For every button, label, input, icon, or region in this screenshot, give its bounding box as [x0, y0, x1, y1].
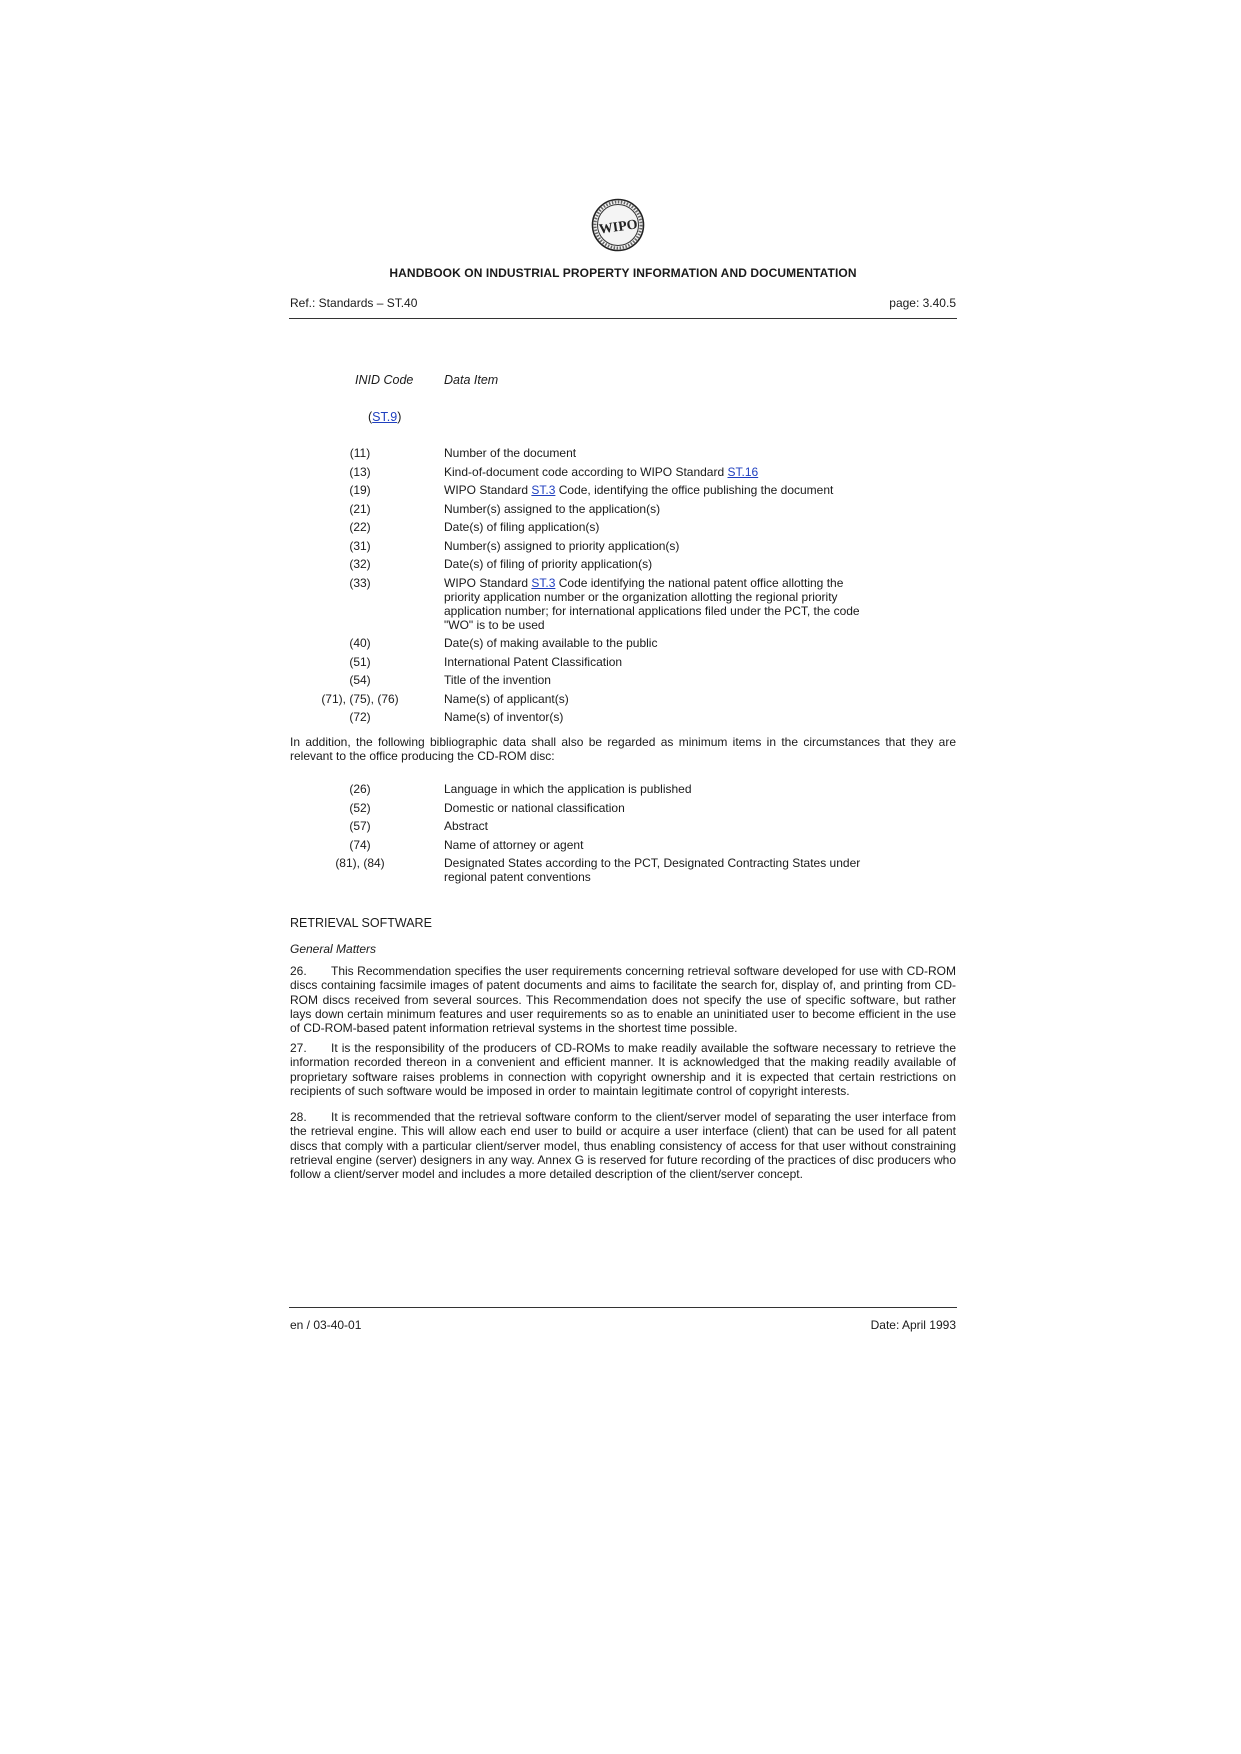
code-row: [290, 655, 956, 669]
col-data-item: Data Item: [444, 373, 499, 387]
data-item-text: Code identifying the national patent office allotting the priority application number or the organization allotting the regional priority application number; for international applications filed under the PCT, the code "WO" is to be used: [444, 575, 860, 632]
section-subheading: General Matters: [290, 942, 377, 956]
code-row: [290, 838, 956, 852]
code-row: [290, 576, 956, 632]
code-row: [290, 673, 956, 687]
code-row: [290, 557, 956, 571]
data-item: Abstract: [444, 819, 489, 833]
footer-doc-code: en / 03-40-01: [290, 1318, 362, 1332]
code-row: [290, 819, 956, 833]
data-item: Date(s) of filing of priority application(s): [444, 557, 653, 571]
data-item-text: Kind-of-document code according to WIPO Standard: [444, 464, 728, 479]
inid-code: (71), (75), (76): [321, 691, 399, 706]
code-row: [290, 483, 956, 497]
code-row: [290, 446, 956, 460]
handbook-title: HANDBOOK ON INDUSTRIAL PROPERTY INFORMATION AND DOCUMENTATION: [389, 266, 857, 280]
code-row: [290, 465, 956, 479]
inid-code: (26): [349, 782, 371, 796]
paragraph-28: [290, 1110, 956, 1181]
header-page-number: page: 3.40.5: [889, 296, 956, 310]
inid-code: (13): [349, 464, 371, 479]
inid-code: (52): [349, 800, 371, 815]
header-divider: [289, 318, 957, 319]
st9-suffix: ): [397, 410, 402, 424]
st9-prefix: (: [368, 410, 373, 424]
paragraph-number: 26.: [290, 964, 307, 978]
standard-link[interactable]: ST.3: [531, 575, 556, 590]
data-item-text: WIPO Standard: [444, 483, 532, 497]
inid-code: (40): [349, 636, 371, 650]
data-item: Date(s) of filing application(s): [444, 520, 600, 534]
data-item: Designated States according to the PCT, Designated Contracting States under regional patent conventions: [444, 856, 861, 884]
code-row: [290, 710, 956, 724]
inid-code: (11): [349, 446, 371, 460]
inid-code: (31): [349, 538, 371, 553]
st9-reference: [368, 410, 401, 424]
logo-text: WIPO: [598, 217, 639, 238]
data-item: Title of the invention: [444, 673, 551, 687]
st9-link[interactable]: ST.9: [372, 410, 398, 424]
data-item: [444, 483, 874, 497]
inid-code: (19): [349, 483, 371, 497]
paragraph-number: 28.: [290, 1110, 307, 1124]
header-ref: Ref.: Standards – ST.40: [290, 296, 418, 310]
inid-code-list: [290, 446, 956, 729]
data-item-text: Code, identifying the office publishing the document: [555, 483, 834, 497]
code-row: [290, 782, 956, 796]
paragraph-26: [290, 964, 956, 1035]
inid-code: (51): [349, 654, 371, 669]
data-item: Date(s) of making available to the public: [444, 636, 658, 650]
data-item: Name of attorney or agent: [444, 837, 584, 852]
data-item: Language in which the application is published: [444, 782, 692, 796]
code-row: [290, 539, 956, 553]
inid-code: (74): [349, 837, 371, 852]
paragraph-27: [290, 1041, 956, 1098]
paragraph-number: 27.: [290, 1041, 307, 1055]
code-row: [290, 801, 956, 815]
code-row: [290, 520, 956, 534]
data-item: [444, 465, 874, 479]
data-item: Domestic or national classification: [444, 800, 625, 815]
inid-code: (33): [349, 575, 371, 590]
paragraph-text: It is the responsibility of the producers of CD-ROMs to make readily available the software necessary to retrieve the information recorded thereon in a convenient and efficient manner. It is acknowledged that the making readily available of proprietary software raises problems in connection with copyright ownership and it is expected that certain restrictions on recipients of such software would be imposed in order to maintain legitimate control of copyright interests.: [290, 1041, 956, 1098]
data-item: [444, 576, 874, 632]
document-page: [290, 0, 956, 1754]
data-item: Number(s) assigned to the application(s): [444, 501, 661, 516]
inid-code: (57): [349, 819, 371, 833]
additional-code-list: [290, 782, 956, 889]
data-item: Name(s) of inventor(s): [444, 710, 564, 724]
code-row: [290, 856, 956, 884]
data-item: Name(s) of applicant(s): [444, 691, 569, 706]
code-row: [290, 692, 956, 706]
code-row: [290, 636, 956, 650]
data-item: Number of the document: [444, 446, 577, 460]
col-inid-code: INID Code: [355, 373, 414, 387]
inid-code: (21): [349, 501, 371, 516]
paragraph-text: It is recommended that the retrieval software conform to the client/server model of separating the user interface from the retrieval engine. This will allow each end user to build or acquire a user interface (client) that can be used for all patent discs that comply with a particular client/server model, thus enabling consistency of access for that user without constraining retrieval engine (server) designers in any way. Annex G is reserved for future recording of the practices of disc producers who follow a client/server model and includes a more detailed description of the client/server concept.: [290, 1110, 956, 1182]
wipo-logo: [591, 198, 645, 252]
data-item: Number(s) assigned to priority application(s): [444, 538, 680, 553]
standard-link[interactable]: ST.16: [727, 464, 759, 479]
footer-date: Date: April 1993: [870, 1318, 956, 1332]
paragraph-text: This Recommendation specifies the user requirements concerning retrieval software developed for use with CD-ROM discs containing facsimile images of patent documents and aims to facilitate the search for, display of, and printing from CD-ROM discs received from several sources. This Recommendation does not specify the use of specific software, but rather lays down certain minimum features and user requirements so as to enable an uninitiated user to become efficient in the use of CD-ROM-based patent information retrieval systems in the shortest time possible.: [290, 964, 956, 1036]
code-row: [290, 502, 956, 516]
inid-code: (54): [349, 673, 371, 687]
inid-code: (22): [349, 520, 371, 534]
inid-code: (32): [349, 557, 371, 571]
inid-code: (81), (84): [335, 856, 385, 870]
inid-code: (72): [349, 710, 371, 724]
section-title: RETRIEVAL SOFTWARE: [290, 916, 432, 930]
addition-paragraph: In addition, the following bibliographic data shall also be regarded as minimum items in the circumstances that they are relevant to the office producing the CD-ROM disc:: [290, 735, 956, 764]
footer-divider: [289, 1307, 957, 1308]
data-item: International Patent Classification: [444, 654, 623, 669]
standard-link[interactable]: ST.3: [531, 483, 556, 497]
data-item-text: WIPO Standard: [444, 575, 532, 590]
